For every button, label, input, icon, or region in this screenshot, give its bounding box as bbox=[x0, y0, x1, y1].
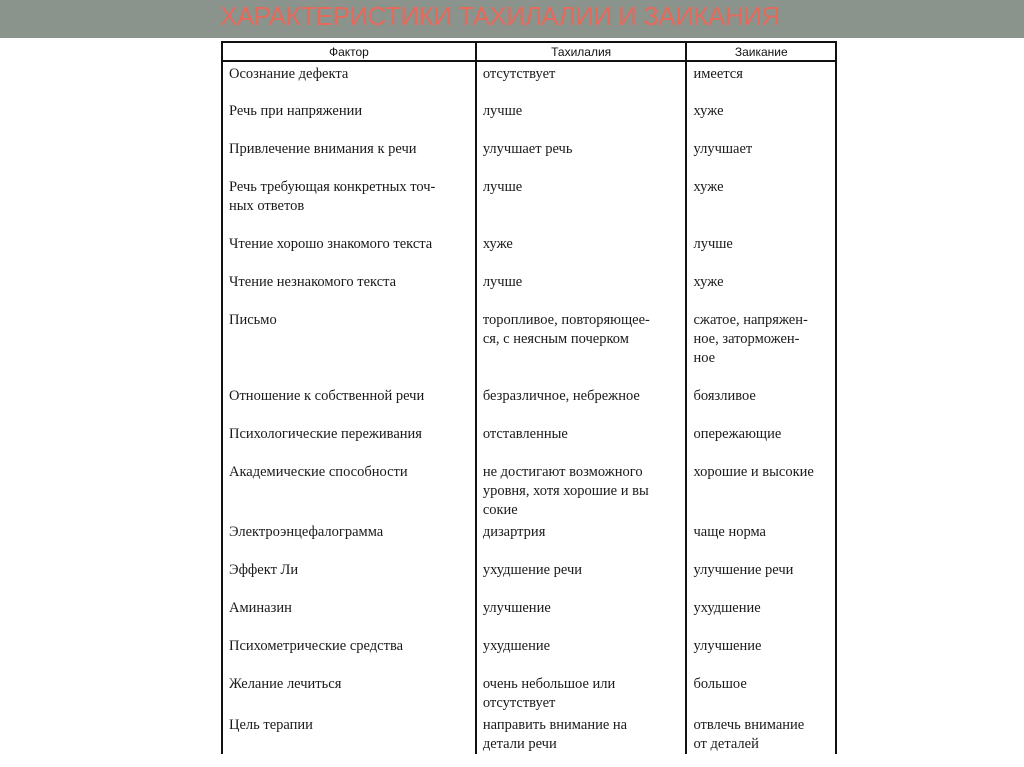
tachylalia-cell: направить внимание на детали речи bbox=[476, 713, 687, 754]
factor-cell: Речь при напряжении bbox=[222, 99, 476, 137]
tachylalia-cell: ухудшение речи bbox=[476, 558, 687, 596]
tachylalia-cell: лучше bbox=[476, 99, 687, 137]
table-row bbox=[222, 99, 836, 137]
factor-cell: Желание лечиться bbox=[222, 672, 476, 713]
factor-cell: Цель терапии bbox=[222, 713, 476, 754]
tachylalia-cell: ухудшение bbox=[476, 634, 687, 672]
stuttering-cell: большое bbox=[693, 676, 747, 692]
tachylalia-cell: лучше bbox=[476, 270, 687, 308]
stuttering-cell: лучше bbox=[693, 236, 733, 252]
table-row bbox=[222, 308, 836, 384]
tachylalia-cell: отсутствует bbox=[476, 61, 687, 99]
tachylalia-cell: торопливое, повторяющее- ся, с неясным почерком bbox=[476, 308, 687, 384]
stuttering-cell: отвлечь внимание от деталей bbox=[693, 717, 805, 752]
tachylalia-cell: улучшает речь bbox=[476, 137, 687, 175]
tachylalia-cell: безразличное, небрежное bbox=[476, 384, 687, 422]
stuttering-cell: улучшает bbox=[693, 141, 753, 157]
stuttering-cell: хуже bbox=[693, 274, 724, 290]
tachylalia-cell: не достигают возможного уровня, хотя хорошие и вы сокие bbox=[476, 460, 687, 520]
factor-cell: Психометрические средства bbox=[222, 634, 476, 672]
factor-cell: Осознание дефекта bbox=[222, 61, 476, 99]
factor-cell: Привлечение внимания к речи bbox=[222, 137, 476, 175]
table-row bbox=[222, 634, 836, 672]
table-row bbox=[222, 596, 836, 634]
factor-cell: Отношение к собственной речи bbox=[222, 384, 476, 422]
stuttering-cell: ухудшение bbox=[693, 600, 761, 616]
tachylalia-cell: улучшение bbox=[476, 596, 687, 634]
title-bar bbox=[0, 0, 1024, 38]
stuttering-cell: хорошие и высокие bbox=[693, 464, 814, 480]
factor-cell: Речь требующая конкретных точ- ных ответов bbox=[222, 175, 476, 232]
stuttering-cell: боязливое bbox=[693, 388, 756, 404]
stuttering-cell: опережающие bbox=[693, 426, 782, 442]
header-stuttering: Заикание bbox=[686, 42, 836, 61]
header-factor: Фактор bbox=[222, 42, 476, 61]
table-row bbox=[222, 232, 836, 270]
stuttering-cell: хуже bbox=[693, 179, 724, 195]
factor-cell: Чтение хорошо знакомого текста bbox=[222, 232, 476, 270]
table-row bbox=[222, 558, 836, 596]
tachylalia-cell: отставленные bbox=[476, 422, 687, 460]
tachylalia-cell: дизартрия bbox=[476, 520, 687, 558]
table-row bbox=[222, 270, 836, 308]
stuttering-cell: улучшение речи bbox=[693, 562, 794, 578]
stuttering-cell: имеется bbox=[693, 66, 743, 82]
stuttering-cell: улучшение bbox=[693, 638, 762, 654]
factor-cell: Академические способности bbox=[222, 460, 476, 520]
factor-cell: Письмо bbox=[222, 308, 476, 384]
table-row bbox=[222, 137, 836, 175]
table-row bbox=[222, 672, 836, 713]
table-row bbox=[222, 422, 836, 460]
factor-cell: Аминазин bbox=[222, 596, 476, 634]
factor-cell: Чтение незнакомого текста bbox=[222, 270, 476, 308]
stuttering-cell: хуже bbox=[693, 103, 724, 119]
tachylalia-cell: хуже bbox=[476, 232, 687, 270]
table-row bbox=[222, 713, 836, 754]
stuttering-cell: чаще норма bbox=[693, 524, 766, 540]
slide-title: ХАРАКТЕРИСТИКИ ТАХИЛАЛИИ И ЗАИКАНИЯ bbox=[220, 1, 780, 31]
comparison-table bbox=[221, 41, 837, 754]
table-row bbox=[222, 460, 836, 520]
table-row bbox=[222, 520, 836, 558]
factor-cell: Электроэнцефалограмма bbox=[222, 520, 476, 558]
tachylalia-cell: очень небольшое или отсутствует bbox=[476, 672, 687, 713]
factor-cell: Эффект Ли bbox=[222, 558, 476, 596]
table-row bbox=[222, 384, 836, 422]
table-body bbox=[222, 61, 836, 754]
stuttering-cell: сжатое, напряжен- ное, заторможен- ное bbox=[693, 312, 808, 366]
table-row bbox=[222, 61, 836, 99]
header-tachylalia: Тахилалия bbox=[476, 42, 687, 61]
factor-cell: Психологические переживания bbox=[222, 422, 476, 460]
tachylalia-cell: лучше bbox=[476, 175, 687, 232]
table-row bbox=[222, 175, 836, 232]
header-row bbox=[222, 42, 836, 61]
